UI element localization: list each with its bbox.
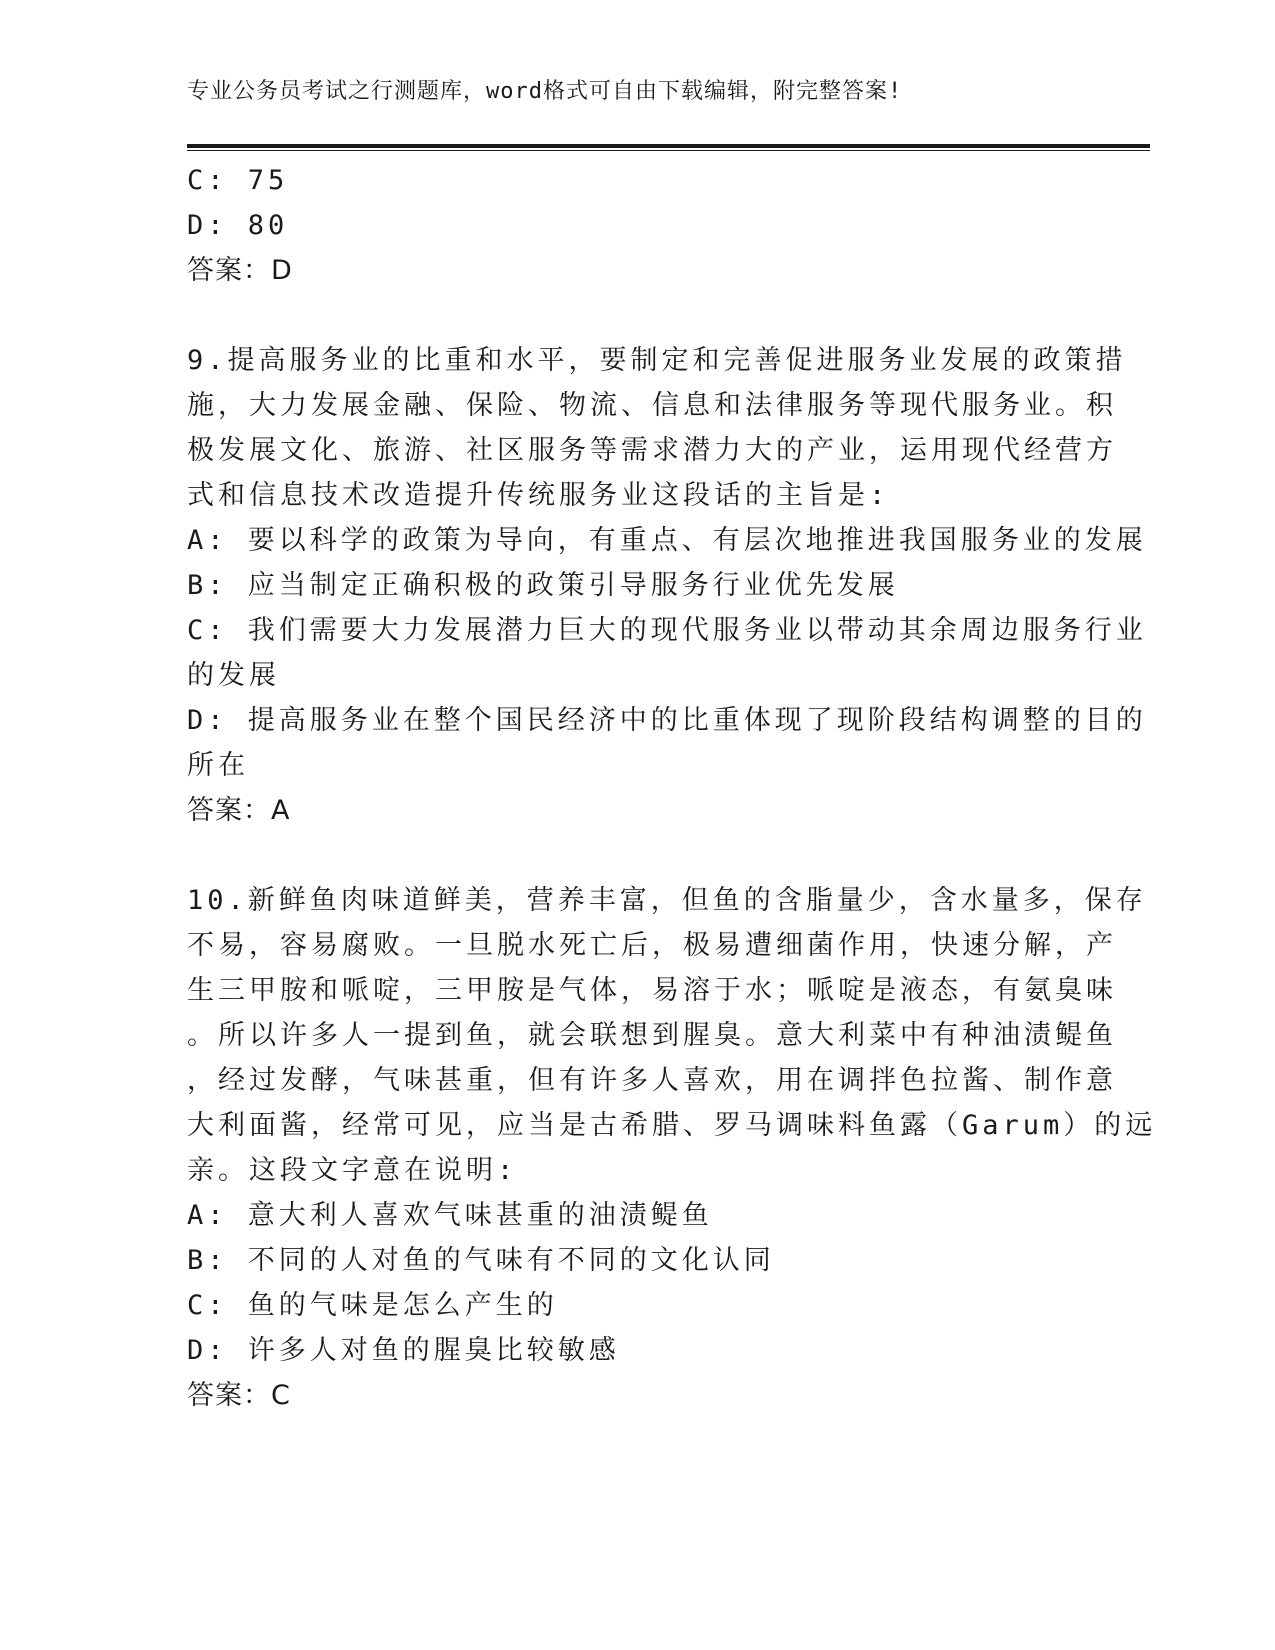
option-line: B: 不同的人对鱼的气味有不同的文化认同 — [187, 1245, 775, 1276]
option-line: D: 提高服务业在整个国民经济中的比重体现了现阶段结构调整的目的 — [187, 705, 1147, 736]
option-line: B: 应当制定正确积极的政策引导服务行业优先发展 — [187, 570, 899, 601]
option-line: C: 鱼的气味是怎么产生的 — [187, 1290, 558, 1321]
question-10 — [187, 878, 1157, 1418]
question-stem-line: 大利面酱，经常可见，应当是古希腊、罗马调味料鱼露（Garum）的远 — [187, 1110, 1157, 1141]
option-line: 的发展 — [187, 660, 280, 691]
spacer — [187, 293, 1067, 338]
header-rule-thick — [187, 144, 1150, 148]
option-line: D: 80 — [187, 210, 289, 241]
option-line: A: 要以科学的政策为导向，有重点、有层次地推进我国服务业的发展 — [187, 525, 1147, 556]
question-stem-line: 式和信息技术改造提升传统服务业这段话的主旨是: — [187, 480, 890, 511]
option-line: C: 我们需要大力发展潜力巨大的现代服务业以带动其余周边服务行业 — [187, 615, 1147, 646]
option-line: C: 75 — [187, 165, 289, 196]
option-line: A: 意大利人喜欢气味甚重的油渍鳀鱼 — [187, 1200, 713, 1231]
question-stem-line: 。所以许多人一提到鱼，就会联想到腥臭。意大利菜中有种油渍鳀鱼 — [187, 1020, 1117, 1051]
spacer — [187, 833, 1067, 878]
question-stem-line: 10.新鲜鱼肉味道鲜美，营养丰富，但鱼的含脂量少，含水量多，保存 — [187, 885, 1147, 916]
option-line: D: 许多人对鱼的腥臭比较敏感 — [187, 1335, 620, 1366]
question-stem-line: 9.提高服务业的比重和水平，要制定和完善促进服务业发展的政策措 — [187, 345, 1127, 376]
page-content — [187, 158, 1157, 1418]
question-stem-line: 亲。这段文字意在说明: — [187, 1155, 518, 1186]
answer-line: 答案：D — [187, 255, 293, 286]
header-rule-thin — [187, 150, 1150, 151]
answer-line: 答案：C — [187, 1380, 291, 1411]
question-stem-line: 不易，容易腐败。一旦脱水死亡后，极易遭细菌作用，快速分解，产 — [187, 930, 1117, 961]
page-header: 专业公务员考试之行测题库，word格式可自由下载编辑，附完整答案! — [187, 79, 903, 104]
question-stem-line: ，经过发酵，气味甚重，但有许多人喜欢，用在调拌色拉酱、制作意 — [187, 1065, 1117, 1096]
question-9 — [187, 338, 1147, 833]
question-stem-line: 极发展文化、旅游、社区服务等需求潜力大的产业，运用现代经营方 — [187, 435, 1117, 466]
option-line: 所在 — [187, 750, 249, 781]
answer-line: 答案：A — [187, 795, 291, 826]
question-stem-line: 生三甲胺和哌啶，三甲胺是气体，易溶于水；哌啶是液态，有氨臭味 — [187, 975, 1117, 1006]
question-stem-line: 施，大力发展金融、保险、物流、信息和法律服务等现代服务业。积 — [187, 390, 1117, 421]
prev-question — [187, 158, 1067, 293]
